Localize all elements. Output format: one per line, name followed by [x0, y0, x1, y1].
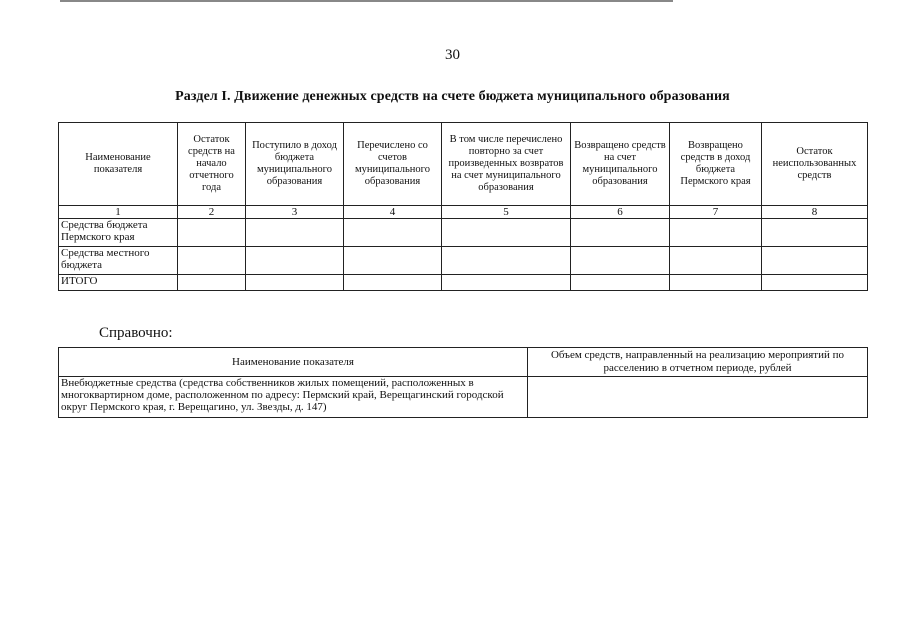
- table-cell: [178, 219, 246, 247]
- header-opening-balance: Остаток средств на начало отчетного года: [178, 123, 246, 206]
- table-cell: [571, 247, 670, 275]
- reference-header-indicator: Наименование показателя: [59, 348, 528, 377]
- table-cell: [246, 247, 344, 275]
- cash-flow-table: [58, 122, 868, 291]
- column-number: 4: [344, 206, 442, 219]
- reference-row: [59, 377, 868, 418]
- table-cell: [762, 219, 868, 247]
- page-number: 30: [445, 47, 460, 63]
- header-indicator-name: Наименование показателя: [59, 123, 178, 206]
- header-received: Поступило в доход бюджета муниципального образования: [246, 123, 344, 206]
- reference-header-row: [59, 348, 868, 377]
- row-label: Средства бюджета Пермского края: [59, 219, 178, 247]
- table-cell: [571, 275, 670, 291]
- column-number: 3: [246, 206, 344, 219]
- table-cell: [762, 275, 868, 291]
- table-cell: [670, 275, 762, 291]
- row-label: Средства местного бюджета: [59, 247, 178, 275]
- header-transferred: Перечислено со счетов муниципального образования: [344, 123, 442, 206]
- table-cell: [442, 247, 571, 275]
- table-cell: [178, 275, 246, 291]
- table-cell: [670, 247, 762, 275]
- table-cell: [442, 275, 571, 291]
- table-cell: [670, 219, 762, 247]
- reference-label: Справочно:: [99, 325, 173, 341]
- header-returned-to-municipal: Возвращено средств на счет муниципального образования: [571, 123, 670, 206]
- table-row-total: [59, 275, 868, 291]
- header-returned-to-regional: Возвращено средств в доход бюджета Пермского края: [670, 123, 762, 206]
- table-cell: [344, 247, 442, 275]
- table-cell: [571, 219, 670, 247]
- reference-row-value: [528, 377, 868, 418]
- table-cell: [246, 219, 344, 247]
- column-numbers-row: [59, 206, 868, 219]
- column-number: 5: [442, 206, 571, 219]
- column-number: 7: [670, 206, 762, 219]
- reference-table: [58, 347, 868, 418]
- table-cell: [442, 219, 571, 247]
- reference-header-volume: Объем средств, направленный на реализацию мероприятий по расселению в отчетном периоде, рублей: [528, 348, 868, 377]
- column-number: 1: [59, 206, 178, 219]
- header-retransferred: В том числе перечислено повторно за счет произведенных возвратов на счет муниципального образования: [442, 123, 571, 206]
- reference-row-label: Внебюджетные средства (средства собственников жилых помещений, расположенных в многоквартирном доме, расположенном по адресу: Пермский край, Верещагинский городской округ Пермского края, г. Верещагино, ул. Звезды, д. 147): [59, 377, 528, 418]
- table-row: [59, 247, 868, 275]
- table-cell: [178, 247, 246, 275]
- row-label: ИТОГО: [59, 275, 178, 291]
- column-number: 2: [178, 206, 246, 219]
- table-cell: [762, 247, 868, 275]
- section-title: Раздел I. Движение денежных средств на счете бюджета муниципального образования: [175, 89, 730, 104]
- header-unused-balance: Остаток неиспользованных средств: [762, 123, 868, 206]
- page-top-edge: [60, 0, 673, 2]
- column-number: 6: [571, 206, 670, 219]
- table-cell: [344, 219, 442, 247]
- column-number: 8: [762, 206, 868, 219]
- table-cell: [246, 275, 344, 291]
- table-header-row: [59, 123, 868, 206]
- table-row: [59, 219, 868, 247]
- table-cell: [344, 275, 442, 291]
